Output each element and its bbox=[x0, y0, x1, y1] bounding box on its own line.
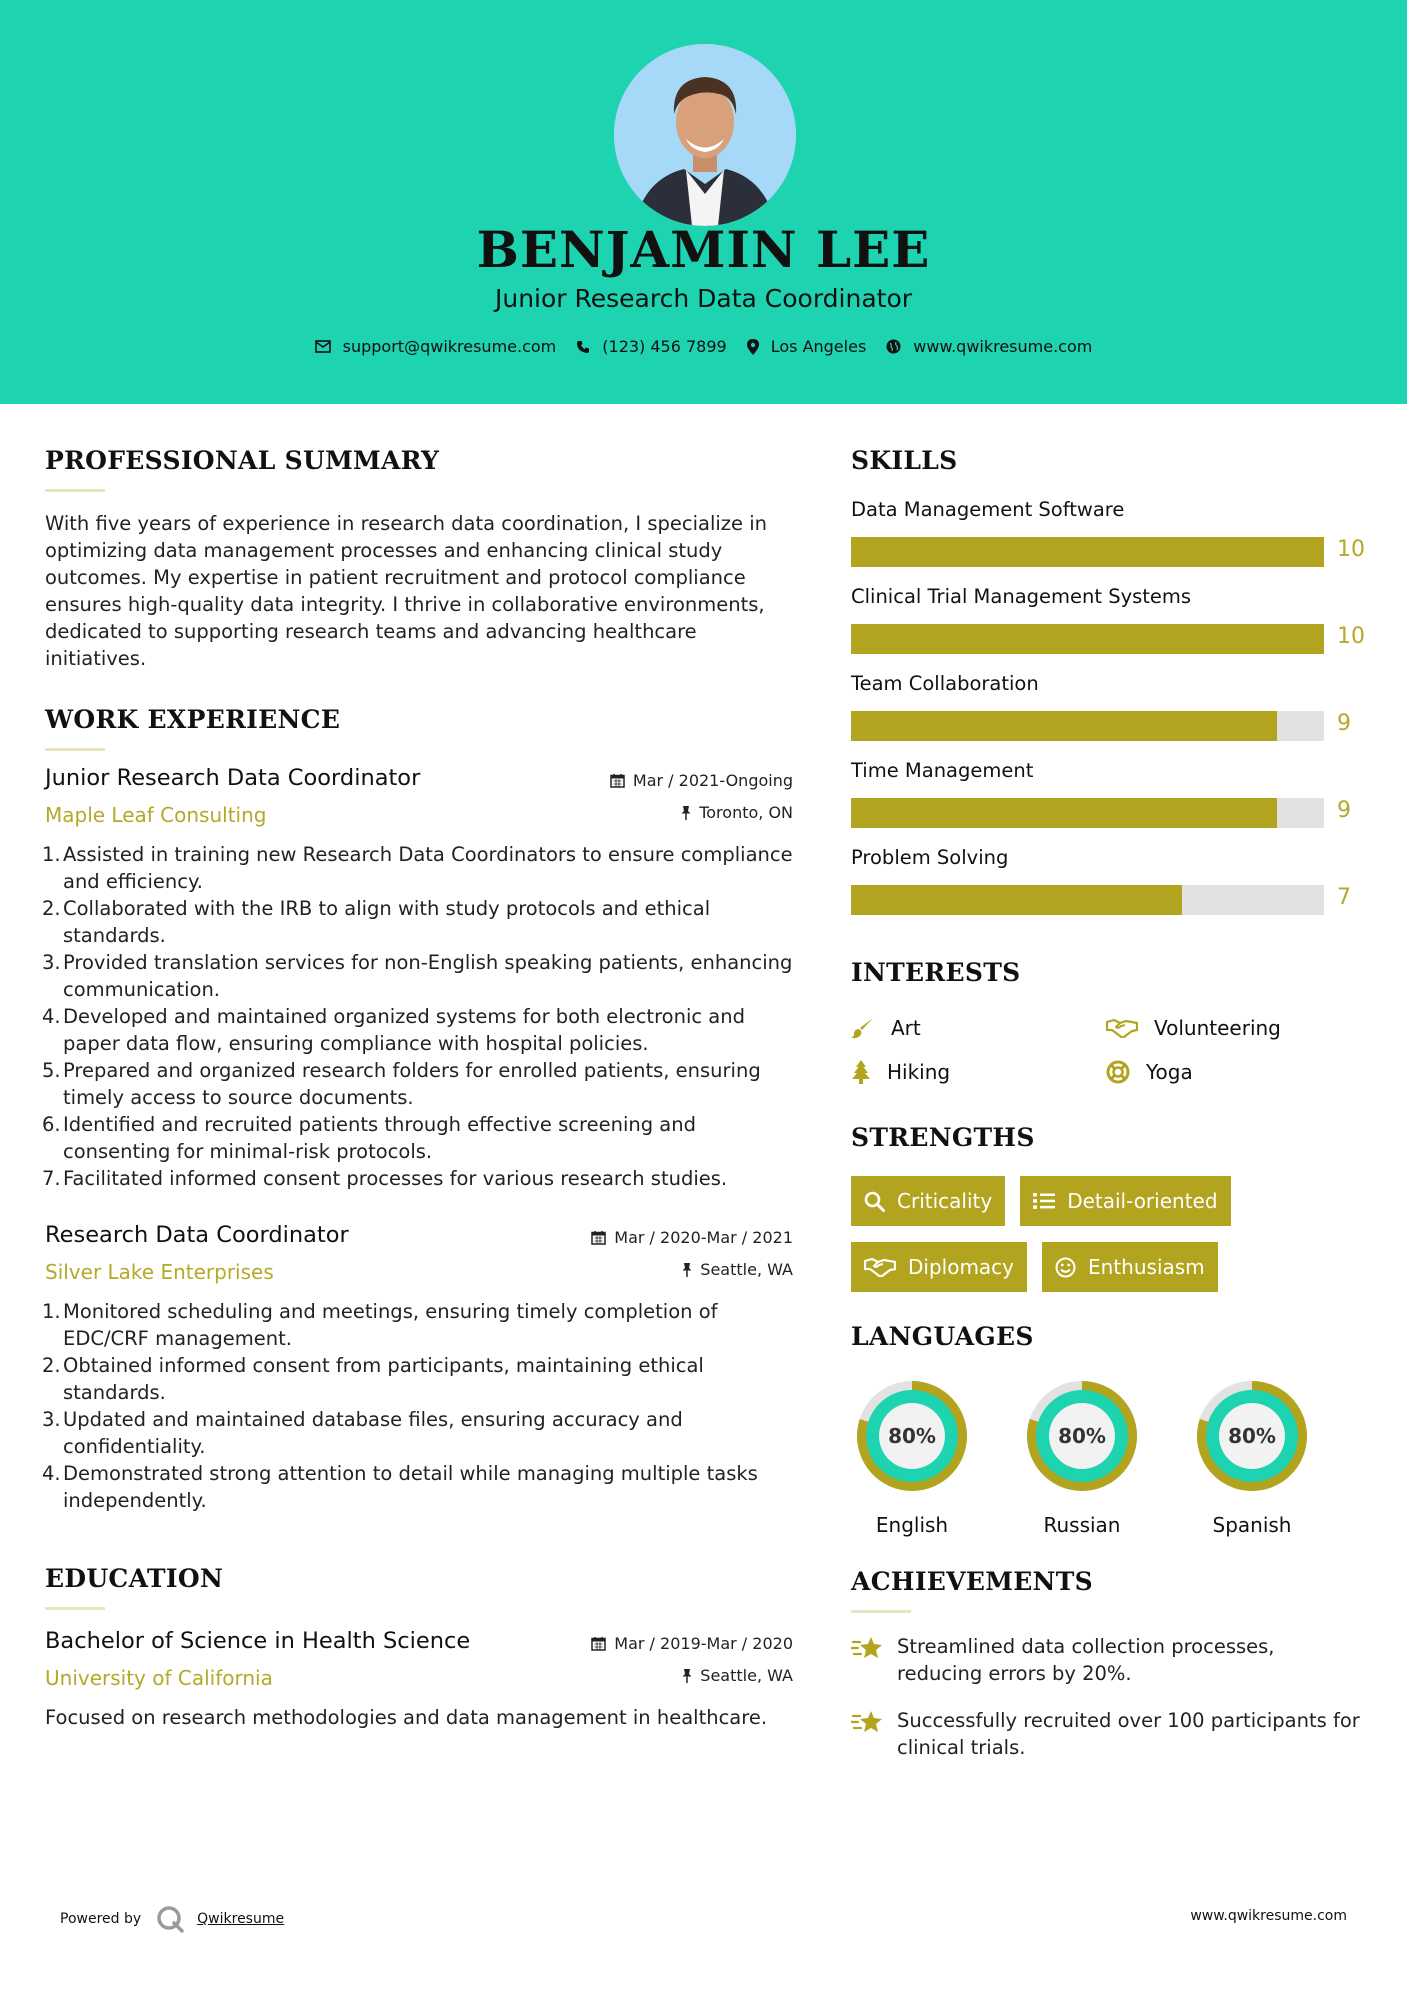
skill-value: 10 bbox=[1337, 537, 1365, 562]
phone-icon bbox=[576, 340, 590, 354]
language-name: English bbox=[875, 1513, 949, 1537]
strength-badge bbox=[1020, 1176, 1230, 1226]
skills-section bbox=[851, 446, 1365, 930]
language-percent: 80% bbox=[1058, 1424, 1106, 1448]
candidate-name: BENJAMIN LEE bbox=[476, 220, 931, 279]
pushpin-icon bbox=[681, 805, 691, 820]
list-item: 1. Monitored scheduling and meetings, ensuring timely completion of EDC/CRF management. bbox=[42, 1300, 718, 1350]
achievements-section bbox=[851, 1567, 1361, 1761]
skill-item bbox=[851, 756, 1361, 843]
handshake-icon bbox=[1106, 1018, 1138, 1038]
strength-label: Enthusiasm bbox=[1088, 1255, 1205, 1279]
education-date bbox=[591, 1634, 793, 1653]
strength-label: Diplomacy bbox=[908, 1255, 1015, 1279]
job-header bbox=[45, 1222, 793, 1292]
handshake-icon bbox=[864, 1257, 896, 1277]
list-item: 2. Collaborated with the IRB to align with study protocols and ethical standards. bbox=[42, 897, 711, 947]
languages-list bbox=[851, 1375, 1361, 1545]
job-location bbox=[681, 803, 793, 822]
skill-item bbox=[851, 582, 1365, 669]
summary-heading: PROFESSIONAL SUMMARY bbox=[45, 446, 440, 475]
strength-label: Detail-oriented bbox=[1067, 1189, 1218, 1213]
skills-heading: SKILLS bbox=[851, 446, 958, 475]
avatar bbox=[614, 44, 796, 226]
job-entry bbox=[42, 1222, 793, 1514]
list-item: 5. Prepared and organized research folders for enrolled patients, ensuring timely access to source documents. bbox=[42, 1059, 761, 1109]
contact-bar bbox=[0, 337, 1407, 356]
job-header bbox=[45, 765, 793, 835]
job-title: Junior Research Data Coordinator bbox=[45, 765, 421, 791]
strength-badge bbox=[851, 1176, 1005, 1226]
languages-section bbox=[851, 1322, 1361, 1545]
language-item bbox=[1191, 1375, 1361, 1545]
interest-item bbox=[851, 1013, 1106, 1043]
skill-bar-fill bbox=[851, 711, 1277, 741]
job-date-text: Mar / 2021-Ongoing bbox=[632, 771, 793, 790]
pushpin-icon bbox=[682, 1262, 692, 1277]
contact-email[interactable] bbox=[315, 337, 557, 356]
strength-label: Criticality bbox=[897, 1189, 993, 1213]
job-entry bbox=[42, 765, 793, 1192]
job-company: Silver Lake Enterprises bbox=[45, 1260, 274, 1284]
skill-item bbox=[851, 495, 1365, 582]
tree-icon bbox=[851, 1060, 871, 1084]
contact-location bbox=[747, 337, 867, 356]
interest-label: Hiking bbox=[887, 1060, 951, 1084]
skill-label: Team Collaboration bbox=[851, 672, 1039, 695]
contact-phone[interactable] bbox=[576, 337, 726, 356]
job-location-text: Toronto, ON bbox=[699, 803, 793, 822]
experience-heading: WORK EXPERIENCE bbox=[45, 705, 341, 734]
job-date-text: Mar / 2020-Mar / 2021 bbox=[614, 1228, 793, 1247]
skill-bar-fill bbox=[851, 624, 1324, 654]
interests-section bbox=[851, 958, 1361, 1087]
interest-item bbox=[851, 1057, 1106, 1087]
pushpin-icon bbox=[682, 1668, 692, 1683]
contact-location-text: Los Angeles bbox=[770, 337, 867, 356]
list-icon bbox=[1033, 1192, 1055, 1210]
education-header bbox=[45, 1628, 793, 1698]
calendar-icon bbox=[591, 1230, 606, 1245]
powered-by-label: Powered by bbox=[60, 1911, 142, 1927]
skills-list bbox=[851, 495, 1365, 930]
strengths-heading: STRENGTHS bbox=[851, 1123, 1035, 1152]
summary-section bbox=[45, 446, 793, 672]
skill-bar-track bbox=[851, 537, 1324, 567]
language-percent: 80% bbox=[1228, 1424, 1276, 1448]
candidate-title: Junior Research Data Coordinator bbox=[494, 284, 913, 313]
footer-url[interactable]: www.qwikresume.com bbox=[1190, 1908, 1347, 1924]
language-item bbox=[1021, 1375, 1191, 1545]
strengths-badges bbox=[851, 1176, 1331, 1292]
skill-label: Data Management Software bbox=[851, 498, 1125, 521]
strengths-section bbox=[851, 1123, 1361, 1292]
education-location bbox=[682, 1666, 793, 1685]
interest-label: Art bbox=[891, 1016, 921, 1040]
contact-website-text: www.qwikresume.com bbox=[913, 337, 1093, 356]
contact-email-text: support@qwikresume.com bbox=[342, 337, 557, 356]
language-name: Spanish bbox=[1212, 1513, 1292, 1537]
skill-bar-track bbox=[851, 885, 1324, 915]
envelope-icon bbox=[315, 340, 331, 353]
education-section bbox=[45, 1564, 793, 1731]
skill-bar-track bbox=[851, 798, 1324, 828]
star-award-icon bbox=[851, 1633, 885, 1663]
achievement-item bbox=[851, 1707, 1361, 1761]
powered-by bbox=[60, 1904, 284, 1934]
skill-value: 9 bbox=[1337, 711, 1351, 736]
languages-heading: LANGUAGES bbox=[851, 1322, 1034, 1351]
skill-bar-track bbox=[851, 624, 1324, 654]
interests-heading: INTERESTS bbox=[851, 958, 1021, 987]
job-title: Research Data Coordinator bbox=[45, 1222, 349, 1248]
education-description: Focused on research methodologies and data management in healthcare. bbox=[45, 1706, 768, 1729]
language-percent: 80% bbox=[888, 1424, 936, 1448]
list-item: 3. Updated and maintained database files, ensuring accuracy and confidentiality. bbox=[42, 1408, 683, 1458]
skill-bar-fill bbox=[851, 537, 1324, 567]
list-item: 7. Facilitated informed consent processes for various research studies. bbox=[42, 1167, 728, 1190]
calendar-icon bbox=[591, 1636, 606, 1651]
strength-badge bbox=[851, 1242, 1027, 1292]
achievement-text: Successfully recruited over 100 participants for clinical trials. bbox=[897, 1709, 1360, 1759]
contact-phone-text: (123) 456 7899 bbox=[602, 337, 727, 356]
page-footer bbox=[0, 1880, 1407, 1940]
school-name: University of California bbox=[45, 1666, 273, 1690]
job-duties bbox=[42, 1298, 793, 1514]
skill-label: Problem Solving bbox=[851, 846, 1009, 869]
qwikresume-link[interactable]: Qwikresume bbox=[197, 1911, 285, 1927]
lifering-icon bbox=[1106, 1060, 1130, 1084]
achievement-item bbox=[851, 1633, 1361, 1687]
education-heading: EDUCATION bbox=[45, 1564, 224, 1593]
education-location-text: Seattle, WA bbox=[700, 1666, 793, 1685]
summary-text: With five years of experience in research data coordination, I specialize in optimizing data management processes and enhancing clinical study outcomes. My expertise in patient recruitment and protocol compliance ensures high-quality data integrity. I thrive in collaborative environments, dedicated to supporting research teams and advancing healthcare initiatives. bbox=[45, 512, 768, 670]
strength-badge bbox=[1042, 1242, 1218, 1292]
skill-label: Time Management bbox=[851, 759, 1034, 782]
paintbrush-icon bbox=[851, 1017, 875, 1039]
skill-item bbox=[851, 669, 1361, 756]
list-item: 2. Obtained informed consent from participants, maintaining ethical standards. bbox=[42, 1354, 704, 1404]
degree-title: Bachelor of Science in Health Science bbox=[45, 1628, 471, 1654]
skill-value: 7 bbox=[1337, 885, 1351, 910]
list-item: 3. Provided translation services for non-English speaking patients, enhancing communication. bbox=[42, 951, 793, 1001]
skill-value: 10 bbox=[1337, 624, 1365, 649]
job-date bbox=[610, 771, 793, 790]
list-item: 4. Demonstrated strong attention to detail while managing multiple tasks independently. bbox=[42, 1462, 758, 1512]
map-marker-icon bbox=[747, 339, 759, 355]
skill-item bbox=[851, 843, 1361, 930]
language-item bbox=[851, 1375, 1021, 1545]
skill-bar-fill bbox=[851, 798, 1277, 828]
skill-bar-track bbox=[851, 711, 1324, 741]
experience-section bbox=[42, 705, 793, 1514]
left-column bbox=[42, 404, 793, 1731]
interest-label: Yoga bbox=[1146, 1060, 1193, 1084]
job-location bbox=[682, 1260, 793, 1279]
job-duties bbox=[42, 841, 793, 1192]
job-location-text: Seattle, WA bbox=[700, 1260, 793, 1279]
skill-bar-fill bbox=[851, 885, 1182, 915]
interest-item bbox=[1106, 1057, 1356, 1087]
list-item: 6. Identified and recruited patients through effective screening and consenting for minimal-risk protocols. bbox=[42, 1113, 696, 1163]
list-item: 1. Assisted in training new Research Data Coordinators to ensure compliance and efficiency. bbox=[42, 843, 793, 893]
profile-photo bbox=[614, 44, 796, 226]
contact-website[interactable] bbox=[886, 337, 1092, 356]
skill-value: 9 bbox=[1337, 798, 1351, 823]
job-date bbox=[591, 1228, 793, 1247]
smile-icon bbox=[1055, 1257, 1076, 1278]
section-divider bbox=[45, 1607, 105, 1610]
right-column bbox=[851, 404, 1365, 1761]
globe-icon bbox=[886, 339, 901, 354]
interest-item bbox=[1106, 1013, 1356, 1043]
achievement-text: Streamlined data collection processes, reducing errors by 20%. bbox=[897, 1635, 1275, 1685]
qwikresume-logo-icon bbox=[155, 1904, 185, 1934]
section-divider bbox=[45, 489, 105, 492]
search-icon bbox=[864, 1191, 885, 1212]
section-divider bbox=[851, 1610, 911, 1613]
skill-label: Clinical Trial Management Systems bbox=[851, 585, 1192, 608]
interest-label: Volunteering bbox=[1154, 1016, 1281, 1040]
education-date-text: Mar / 2019-Mar / 2020 bbox=[614, 1634, 793, 1653]
language-name: Russian bbox=[1043, 1513, 1121, 1537]
star-award-icon bbox=[851, 1707, 885, 1737]
section-divider bbox=[45, 748, 105, 751]
achievements-heading: ACHIEVEMENTS bbox=[851, 1567, 1093, 1596]
interests-grid bbox=[851, 1013, 1361, 1087]
resume-header bbox=[0, 0, 1407, 404]
job-company: Maple Leaf Consulting bbox=[45, 803, 267, 827]
list-item: 4. Developed and maintained organized systems for both electronic and paper data flow, ensuring compliance with hospital policies. bbox=[42, 1005, 745, 1055]
calendar-icon bbox=[610, 773, 625, 788]
